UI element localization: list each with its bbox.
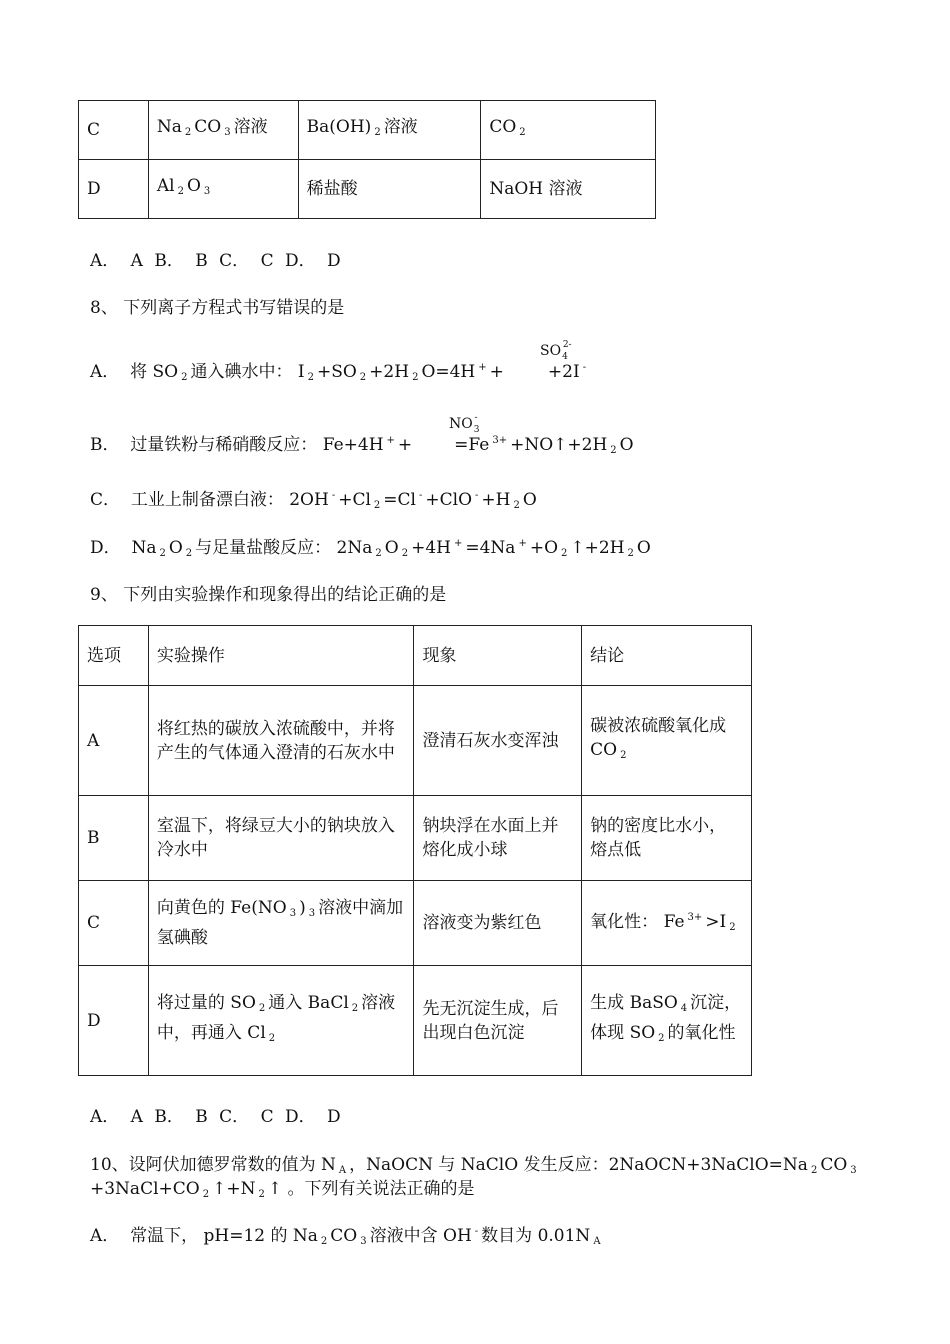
reagent-cell: Al $_2$ O $_3$ [148, 160, 298, 219]
question-10-stem-line1: 10、设阿伏加德罗常数的值为 N $_A$ ，NaOCN 与 NaClO 发生反应：2NaOCN+3NaClO=Na $_2$ CO $_3$ [90, 1155, 857, 1176]
row-label: D [79, 160, 149, 219]
conclusion-cell: 碳被浓硫酸氧化成 CO $_2$ [582, 686, 752, 796]
table-row [79, 966, 752, 1076]
row-label: C [79, 101, 149, 160]
table-row [79, 796, 752, 881]
operation-cell: 将过量的 SO $_2$ 通入 BaCl $_2$ 溶液中，再通入 Cl $_2$ [148, 966, 414, 1076]
phenomenon-cell: 先无沉淀生成，后出现白色沉淀 [414, 966, 582, 1076]
q8-option-b: B． 过量铁粉与稀硝酸反应： Fe+4H + + =Fe $^{3+}$ +NO↑+2H $_2$ O [90, 435, 634, 456]
column-header: 结论 [582, 626, 752, 686]
answer-options: A． A B． B C． C D． D [90, 1107, 341, 1127]
q8-option-c: C． 工业上制备漂白液： 2OH - +Cl $_2$ =Cl - +ClO - +H $_2$ O [90, 490, 537, 511]
table-row [79, 881, 752, 966]
phenomenon-cell: 溶液变为紫红色 [414, 881, 582, 966]
operation-cell: 向黄色的 Fe(NO $_3$ ) $_3$ 溶液中滴加氢碘酸 [148, 881, 414, 966]
operation-cell: 室温下，将绿豆大小的钠块放入冷水中 [148, 796, 414, 881]
q8-option-d: D． Na $_2$ O $_2$ 与足量盐酸反应： 2Na $_2$ O $_2$ +4H + =4Na + +O $_2$ ↑+2H $_2$ O [90, 538, 651, 559]
table-header-row [79, 626, 752, 686]
question-9-stem: 9、 下列由实验操作和现象得出的结论正确的是 [90, 585, 447, 605]
reagent-cell: 稀盐酸 [298, 160, 481, 219]
question-10-stem-line2: +3NaCl+CO $_2$ ↑+N $_2$ ↑ 。下列有关说法正确的是 [90, 1179, 475, 1200]
sulfate-ion: $SO_4^{2-}$ [540, 340, 572, 362]
reagent-cell: NaOH 溶液 [481, 160, 656, 219]
conclusion-cell: 钠的密度比水小，熔点低 [582, 796, 752, 881]
reagent-cell: Ba(OH) $_2$ 溶液 [298, 101, 481, 160]
option-cell: B [79, 796, 149, 881]
answer-options: A． A B． B C． C D． D [90, 251, 341, 271]
option-cell: A [79, 686, 149, 796]
column-header: 选项 [79, 626, 149, 686]
q8-option-a: A． 将 SO $_2$ 通入碘水中： I $_2$ +SO $_2$ +2H $_2$ O=4H + + +2I - [90, 362, 587, 383]
table-row [79, 101, 656, 160]
phenomenon-cell: 澄清石灰水变浑浊 [414, 686, 582, 796]
option-cell: D [79, 966, 149, 1076]
phenomenon-cell: 钠块浮在水面上并熔化成小球 [414, 796, 582, 881]
q10-option-a: A． 常温下， pH=12 的 Na $_2$ CO $_3$ 溶液中含 OH - 数目为 0.01N $_A$ [90, 1226, 601, 1247]
column-header: 实验操作 [148, 626, 414, 686]
reagent-table [78, 100, 656, 219]
option-cell: C [79, 881, 149, 966]
operation-cell: 将红热的碳放入浓硫酸中，并将产生的气体通入澄清的石灰水中 [148, 686, 414, 796]
experiment-table [78, 625, 752, 1076]
table-row [79, 686, 752, 796]
reagent-cell: CO $_2$ [481, 101, 656, 160]
conclusion-cell: 生成 BaSO $_4$ 沉淀，体现 SO $_2$ 的氧化性 [582, 966, 752, 1076]
nitrate-ion: $NO_3^-$ [449, 413, 480, 435]
question-8-stem: 8、 下列离子方程式书写错误的是 [90, 298, 345, 318]
table-row [79, 160, 656, 219]
reagent-cell: Na $_2$ CO $_3$ 溶液 [148, 101, 298, 160]
conclusion-cell: 氧化性： Fe $^{3+}$ >I $_2$ [582, 881, 752, 966]
column-header: 现象 [414, 626, 582, 686]
